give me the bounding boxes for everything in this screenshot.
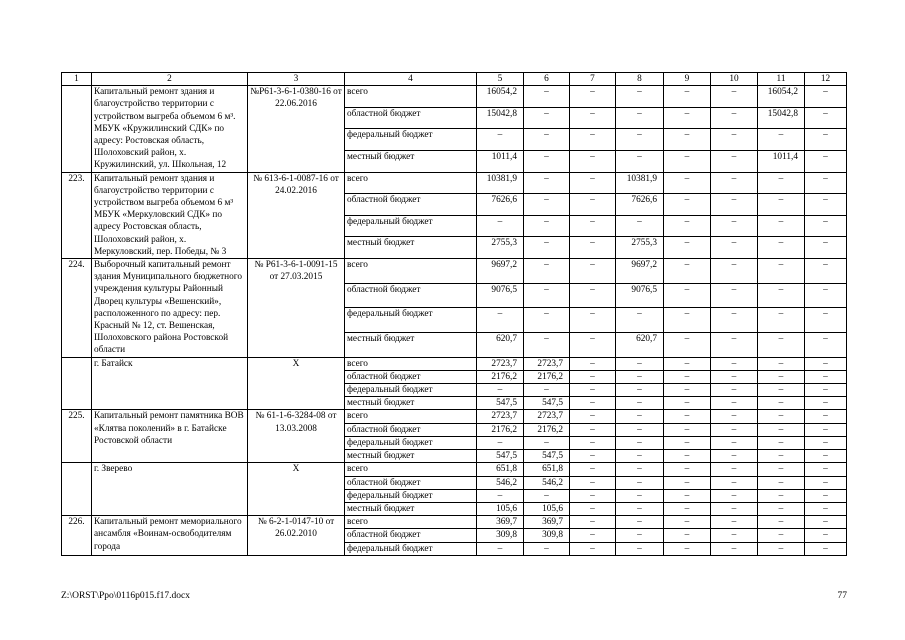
amount-cell: – [616,463,664,476]
column-number-row [62,73,847,86]
amount-cell: – [477,542,524,555]
funding-source: всего [345,172,477,194]
amount-cell: – [758,259,805,284]
amount-cell: – [758,215,805,237]
amount-cell: – [616,107,664,129]
funding-source: всего [345,463,477,476]
item-number: 224. [62,259,92,358]
amount-cell: – [570,476,616,489]
amount-cell: – [758,370,805,383]
amount-cell: – [616,502,664,515]
file-path: Z:\ORST\Ppo\0116p015.f17.docx [61,591,190,601]
amount-cell: – [805,423,847,436]
amount-cell: 309,8 [524,529,570,542]
amount-cell: – [477,215,524,237]
amount-cell: – [570,529,616,542]
amount-cell: 651,8 [524,463,570,476]
amount-cell: – [570,150,616,172]
amount-cell: – [570,333,616,358]
amount-cell: – [524,542,570,555]
column-number: 2 [92,73,248,86]
amount-cell: – [805,463,847,476]
amount-cell: – [805,172,847,194]
column-number: 3 [248,73,345,86]
funding-source: всего [345,516,477,529]
expertise-number: № 61-1-6-3284-08 от 13.03.2008 [248,410,345,463]
amount-cell: – [570,357,616,370]
amount-cell: 547,5 [524,450,570,463]
amount-cell: – [616,436,664,449]
funding-source: федеральный бюджет [345,436,477,449]
amount-cell: 2176,2 [524,423,570,436]
amount-cell: – [664,516,711,529]
amount-cell: – [805,450,847,463]
amount-cell: – [758,476,805,489]
amount-cell: – [711,107,758,129]
funding-source: областной бюджет [345,529,477,542]
amount-cell: – [664,357,711,370]
amount-cell: – [805,150,847,172]
amount-cell: – [570,542,616,555]
funding-source: всего [345,86,477,108]
amount-cell: – [570,283,616,308]
amount-cell: – [477,308,524,333]
item-number [62,463,92,516]
amount-cell: – [711,283,758,308]
amount-cell: 10381,9 [616,172,664,194]
amount-cell: 547,5 [477,450,524,463]
amount-cell: 651,8 [477,463,524,476]
amount-cell: 2723,7 [524,410,570,423]
amount-cell: – [758,384,805,397]
amount-cell: – [664,529,711,542]
amount-cell: – [664,436,711,449]
amount-cell: – [664,172,711,194]
amount-cell: 547,5 [477,397,524,410]
amount-cell: – [805,308,847,333]
amount-cell: 9076,5 [616,283,664,308]
amount-cell: – [758,237,805,259]
column-number: 1 [62,73,92,86]
amount-cell: – [758,194,805,216]
amount-cell: 2176,2 [477,423,524,436]
amount-cell: – [570,463,616,476]
amount-cell: 546,2 [524,476,570,489]
item-number: 223. [62,172,92,258]
amount-cell: – [664,502,711,515]
amount-cell: – [524,150,570,172]
object-name: Капитальный ремонт памятника ВОВ «Клятва поколений» в г. Батайске Ростовской области [92,410,248,463]
amount-cell: – [711,308,758,333]
amount-cell: – [524,259,570,284]
funding-source: областной бюджет [345,107,477,129]
amount-cell: 2723,7 [477,357,524,370]
amount-cell: – [711,259,758,284]
amount-cell: – [524,489,570,502]
amount-cell: – [664,194,711,216]
amount-cell: – [805,283,847,308]
amount-cell: – [477,489,524,502]
funding-source: областной бюджет [345,423,477,436]
amount-cell: – [570,370,616,383]
amount-cell: – [664,463,711,476]
amount-cell: – [524,215,570,237]
funding-source: федеральный бюджет [345,384,477,397]
amount-cell: – [616,397,664,410]
amount-cell: – [711,194,758,216]
amount-cell: – [570,502,616,515]
amount-cell: – [616,476,664,489]
column-number: 4 [345,73,477,86]
amount-cell: – [616,357,664,370]
amount-cell: – [570,308,616,333]
amount-cell: – [758,308,805,333]
amount-cell: – [664,423,711,436]
item-number: 225. [62,410,92,463]
amount-cell: 9076,5 [477,283,524,308]
amount-cell: – [570,237,616,259]
amount-cell: – [570,450,616,463]
column-number: 7 [570,73,616,86]
table-row [62,172,847,194]
amount-cell: – [805,86,847,108]
amount-cell: – [664,333,711,358]
amount-cell: – [805,542,847,555]
amount-cell: – [616,529,664,542]
amount-cell: – [758,357,805,370]
amount-cell: – [570,215,616,237]
funding-source: местный бюджет [345,450,477,463]
amount-cell: – [805,476,847,489]
funding-source: местный бюджет [345,237,477,259]
expertise-number: № 613-6-1-0087-16 от 24.02.2016 [248,172,345,258]
amount-cell: 7626,6 [477,194,524,216]
amount-cell: – [524,308,570,333]
funding-source: федеральный бюджет [345,489,477,502]
object-name: Капитальный ремонт здания и благоустройство территории с устройством выгреба объемом 6 м³. МБУК «Кружилинский СДК» по адресу: Ростовская область, Шолоховский район, х. Кружилинский, ул. Школьная, 12 [92,86,248,172]
amount-cell: – [711,357,758,370]
object-name: Капитальный ремонт мемориального ансамбля «Воинам-освободителям города [92,516,248,556]
amount-cell: – [805,129,847,151]
funding-source: федеральный бюджет [345,129,477,151]
amount-cell: 2176,2 [524,370,570,383]
amount-cell: – [664,476,711,489]
amount-cell: – [616,370,664,383]
amount-cell: – [758,450,805,463]
amount-cell: – [711,436,758,449]
amount-cell: 9697,2 [477,259,524,284]
amount-cell: – [805,357,847,370]
amount-cell: – [570,86,616,108]
amount-cell: – [711,397,758,410]
amount-cell: – [616,489,664,502]
amount-cell: – [711,450,758,463]
table-row [62,516,847,529]
amount-cell: – [805,194,847,216]
column-number: 11 [758,73,805,86]
amount-cell: – [805,370,847,383]
amount-cell: 16054,2 [477,86,524,108]
object-name: Выборочный капитальный ремонт здания Муниципального бюджетного учреждения культуры Районный Дворец культуры «Вешенский», расположенного по адресу: пер. Красный № 12, ст. Вешенская, Шолоховского района Ростовской области [92,259,248,358]
amount-cell: – [616,150,664,172]
column-number: 10 [711,73,758,86]
amount-cell: – [805,215,847,237]
funding-source: местный бюджет [345,150,477,172]
amount-cell: – [570,129,616,151]
amount-cell: – [711,150,758,172]
amount-cell: – [570,259,616,284]
column-number: 5 [477,73,524,86]
amount-cell: 2755,3 [477,237,524,259]
amount-cell: – [758,463,805,476]
amount-cell: 2755,3 [616,237,664,259]
funding-source: областной бюджет [345,476,477,489]
amount-cell: 1011,4 [758,150,805,172]
amount-cell: – [616,542,664,555]
amount-cell: – [570,410,616,423]
amount-cell: – [758,129,805,151]
amount-cell: – [758,489,805,502]
amount-cell: – [477,129,524,151]
expertise-number: № Р61-3-6-1-0091-15 от 27.03.2015 [248,259,345,358]
amount-cell: – [805,436,847,449]
funding-source: областной бюджет [345,283,477,308]
amount-cell: – [711,172,758,194]
amount-cell: – [524,194,570,216]
column-number: 8 [616,73,664,86]
amount-cell: 547,5 [524,397,570,410]
amount-cell: – [664,370,711,383]
amount-cell: – [570,516,616,529]
amount-cell: – [805,410,847,423]
amount-cell: 309,8 [477,529,524,542]
funding-source: местный бюджет [345,397,477,410]
amount-cell: 105,6 [477,502,524,515]
amount-cell: – [524,172,570,194]
amount-cell: – [805,502,847,515]
amount-cell: – [711,86,758,108]
amount-cell: – [524,384,570,397]
amount-cell: 10381,9 [477,172,524,194]
amount-cell: – [570,423,616,436]
amount-cell: 9697,2 [616,259,664,284]
amount-cell: 7626,6 [616,194,664,216]
amount-cell: – [616,516,664,529]
amount-cell: – [570,489,616,502]
amount-cell: – [570,436,616,449]
funding-source: областной бюджет [345,370,477,383]
table-row [62,463,847,476]
amount-cell: – [711,489,758,502]
amount-cell: – [805,237,847,259]
amount-cell: – [570,107,616,129]
object-name: г. Батайск [92,357,248,410]
amount-cell: – [524,436,570,449]
column-number: 12 [805,73,847,86]
amount-cell: – [477,384,524,397]
amount-cell: – [711,502,758,515]
amount-cell: 369,7 [477,516,524,529]
amount-cell: – [758,283,805,308]
amount-cell: – [805,384,847,397]
amount-cell: – [758,516,805,529]
amount-cell: – [758,172,805,194]
amount-cell: – [664,384,711,397]
amount-cell: – [758,542,805,555]
item-number [62,86,92,172]
amount-cell: – [758,529,805,542]
amount-cell: – [758,502,805,515]
table-row [62,357,847,370]
item-number [62,357,92,410]
amount-cell: – [758,423,805,436]
amount-cell: – [616,129,664,151]
amount-cell: – [524,86,570,108]
amount-cell: – [664,450,711,463]
amount-cell: – [616,86,664,108]
table-row [62,259,847,284]
amount-cell: 105,6 [524,502,570,515]
amount-cell: – [805,107,847,129]
amount-cell: – [477,436,524,449]
amount-cell: 2723,7 [477,410,524,423]
column-number: 6 [524,73,570,86]
amount-cell: 620,7 [616,333,664,358]
amount-cell: – [664,542,711,555]
amount-cell: – [616,410,664,423]
amount-cell: – [805,529,847,542]
amount-cell: 2176,2 [477,370,524,383]
amount-cell: 546,2 [477,476,524,489]
amount-cell: – [711,410,758,423]
budget-table [61,72,847,556]
funding-source: областной бюджет [345,194,477,216]
amount-cell: – [711,333,758,358]
amount-cell: – [711,384,758,397]
amount-cell: – [711,370,758,383]
amount-cell: – [570,172,616,194]
amount-cell: – [664,283,711,308]
amount-cell: – [711,516,758,529]
amount-cell: – [711,237,758,259]
page-number: 77 [837,591,847,601]
funding-source: федеральный бюджет [345,308,477,333]
amount-cell: 369,7 [524,516,570,529]
amount-cell: – [524,129,570,151]
expertise-number: №Р61-3-6-1-0380-16 от 22.06.2016 [248,86,345,172]
amount-cell: – [805,333,847,358]
funding-source: всего [345,410,477,423]
table-row [62,410,847,423]
amount-cell: – [570,384,616,397]
column-number: 9 [664,73,711,86]
funding-source: всего [345,357,477,370]
amount-cell: – [616,423,664,436]
amount-cell: – [664,397,711,410]
amount-cell: – [616,308,664,333]
amount-cell: – [570,397,616,410]
amount-cell: – [664,86,711,108]
amount-cell: – [524,107,570,129]
funding-source: федеральный бюджет [345,215,477,237]
funding-source: местный бюджет [345,333,477,358]
amount-cell: – [805,259,847,284]
funding-source: федеральный бюджет [345,542,477,555]
amount-cell: – [805,516,847,529]
amount-cell: – [758,410,805,423]
amount-cell: – [711,529,758,542]
amount-cell: – [711,423,758,436]
table-row [62,86,847,108]
amount-cell: – [758,333,805,358]
amount-cell: – [664,107,711,129]
amount-cell: – [758,397,805,410]
amount-cell: – [616,450,664,463]
amount-cell: – [664,150,711,172]
funding-source: местный бюджет [345,502,477,515]
amount-cell: – [524,283,570,308]
object-name: Капитальный ремонт здания и благоустройство территории с устройством выгреба объемом 6 м³ МБУК «Меркуловский СДК» по адресу Ростовская область, Шолоховский район, х. Меркуловский, пер. Победы, № 3 [92,172,248,258]
amount-cell: – [570,194,616,216]
amount-cell: 16054,2 [758,86,805,108]
amount-cell: – [664,308,711,333]
amount-cell: – [616,384,664,397]
amount-cell: – [664,259,711,284]
expertise-number: X [248,357,345,410]
item-number: 226. [62,516,92,556]
amount-cell: – [758,436,805,449]
amount-cell: – [805,489,847,502]
amount-cell: – [711,463,758,476]
amount-cell: – [524,237,570,259]
amount-cell: 15042,8 [758,107,805,129]
amount-cell: – [664,237,711,259]
amount-cell: 2723,7 [524,357,570,370]
funding-source: всего [345,259,477,284]
expertise-number: X [248,463,345,516]
amount-cell: – [616,215,664,237]
expertise-number: № 6-2-1-0147-10 от 26.02.2010 [248,516,345,556]
amount-cell: – [805,397,847,410]
amount-cell: – [711,542,758,555]
amount-cell: – [524,333,570,358]
amount-cell: – [711,476,758,489]
amount-cell: – [711,129,758,151]
amount-cell: – [711,215,758,237]
amount-cell: – [664,129,711,151]
amount-cell: – [664,489,711,502]
object-name: г. Зверево [92,463,248,516]
amount-cell: – [664,215,711,237]
amount-cell: 1011,4 [477,150,524,172]
amount-cell: – [664,410,711,423]
amount-cell: 620,7 [477,333,524,358]
amount-cell: 15042,8 [477,107,524,129]
